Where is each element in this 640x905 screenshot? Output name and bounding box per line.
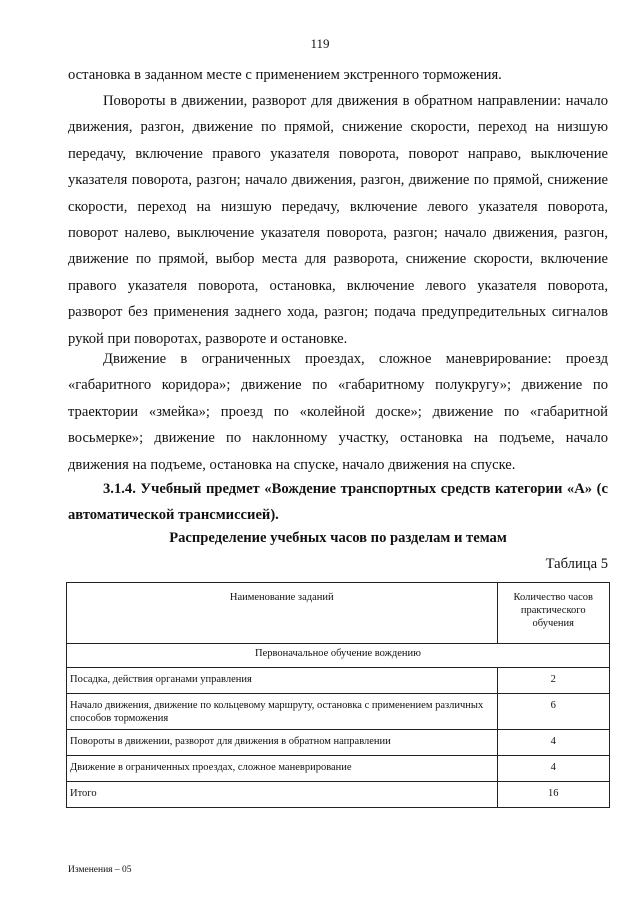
- task-hours: 4: [497, 756, 609, 782]
- table-row: [67, 756, 610, 782]
- table-row: [67, 730, 610, 756]
- table-caption: Таблица 5: [545, 556, 608, 572]
- header-task-name: Наименование заданий: [67, 583, 498, 644]
- table-header-row: [67, 583, 610, 644]
- hours-table: [66, 582, 610, 808]
- total-label: Итого: [67, 782, 498, 808]
- header-hours: Количество часов практического обучения: [497, 583, 609, 644]
- table-row: [67, 694, 610, 730]
- total-hours: 16: [497, 782, 609, 808]
- task-hours: 4: [497, 730, 609, 756]
- task-name: Посадка, действия органами управления: [67, 668, 498, 694]
- task-name: Движение в ограниченных проездах, сложное маневрирование: [67, 756, 498, 782]
- section-heading: 3.1.4. Учебный предмет «Вождение транспортных средств категории «А» (с автоматической трансмиссией).: [68, 481, 608, 523]
- paragraph-1: остановка в заданном месте с применением экстренного торможения.: [68, 67, 502, 83]
- paragraph-2: Повороты в движении, разворот для движения в обратном направлении: начало движения, разгон, движение по прямой, снижение скорости, переход на низшую передачу, включение правого указателя поворота, поворот направо, выключение указателя поворота, разгон; начало движения, разгон, движение по прямой, снижение скорости, переход на низшую передачу, включение левого указателя поворота, поворот налево, выключение указателя поворота, разгон; начало движения, разгон, движение по прямой, выбор места для разворота, снижение скорости, включение правого указателя поворота, остановка, включение левого указателя поворота, разворот без применения заднего хода, разгон; подача предупредительных сигналов рукой при поворотах, развороте и остановке.: [68, 93, 608, 347]
- task-name: Повороты в движении, разворот для движения в обратном направлении: [67, 730, 498, 756]
- section-label: Первоначальное обучение вождению: [67, 644, 610, 668]
- distribution-title: Распределение учебных часов по разделам и темам: [169, 530, 507, 546]
- task-hours: 6: [497, 694, 609, 730]
- paragraph-3: Движение в ограниченных проездах, сложное маневрирование: проезд «габаритного коридора»; движение по «габаритному полукругу»; движение по траектории «змейка»; проезд по «колейной доске»; движение по «габаритной восьмерке»; движение по наклонному участку, остановка на подъеме, начало движения на подъеме, остановка на спуске, начало движения на спуске.: [68, 351, 608, 473]
- task-hours: 2: [497, 668, 609, 694]
- revision-footer: Изменения – 05: [68, 865, 132, 875]
- task-name: Начало движения, движение по кольцевому маршруту, остановка с применением различных способов торможения: [67, 694, 498, 730]
- table-total-row: [67, 782, 610, 808]
- table-row: [67, 668, 610, 694]
- page-number: 119: [310, 36, 330, 51]
- table-section-row: [67, 644, 610, 668]
